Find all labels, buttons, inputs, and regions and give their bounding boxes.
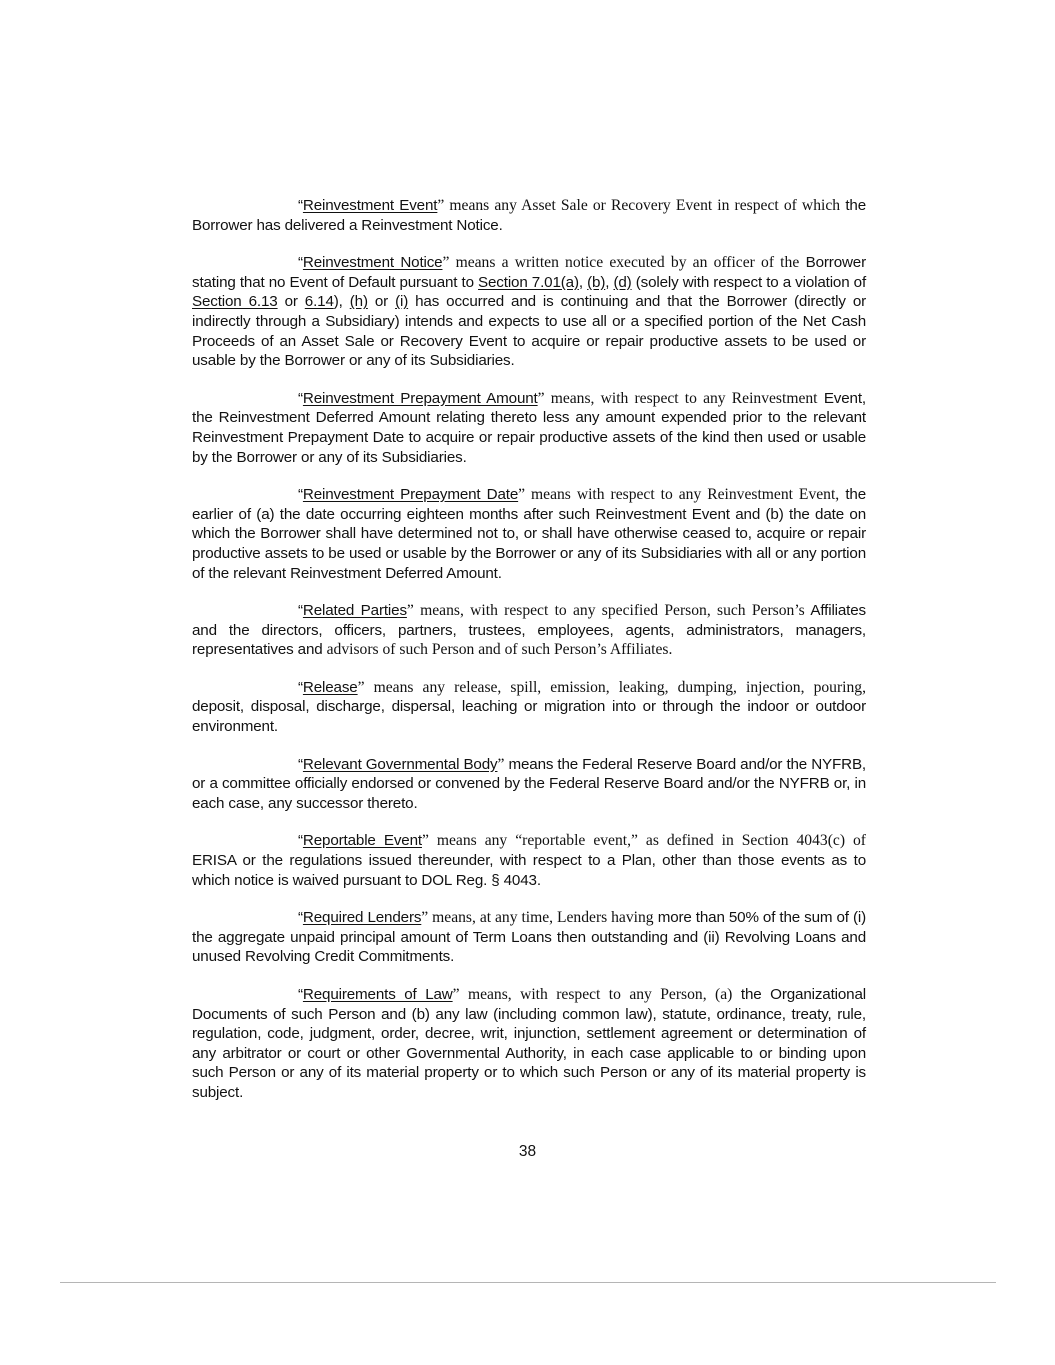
section-reference: Section 7.01(a) <box>478 273 579 291</box>
definition-text: the Borrower has delivered a Reinvestment Notice. <box>192 197 866 234</box>
definition-requirements-of-law <box>192 985 866 1103</box>
defined-term: Reportable Event <box>302 832 422 850</box>
section-reference: (i) <box>395 293 409 311</box>
separator: or <box>367 293 396 311</box>
definition-reinvestment-prepayment-date <box>192 485 866 583</box>
defined-term: Required Lenders <box>302 909 422 927</box>
defined-term: Reinvestment Notice <box>302 254 443 272</box>
definition-relevant-governmental-body <box>192 755 866 814</box>
definition-reinvestment-event <box>192 196 866 235</box>
open-quote: “ <box>298 986 303 1003</box>
section-reference: (d) <box>613 273 632 291</box>
definition-text: ERISA or the regulations issued thereunder, with respect to a Plan, other than those events as to which notice is waived pursuant to DOL Reg. § 4043. <box>192 852 866 889</box>
definition-reinvestment-prepayment-amount <box>192 389 866 467</box>
definition-text: the earlier of (a) the date occurring eighteen months after such Reinvestment Event and (b) the date on which the Borrower shall have determined not to, or shall have otherwise ceased to, acquire or repair productive assets to be used or usable by the Borrower or any of its Subsidiaries with all or any portion of the relevant Reinvestment Deferred Amount. <box>192 486 867 582</box>
close-quote: ” <box>421 909 429 927</box>
definition-lead: means any release, spill, emission, leaking, dumping, injection, pouring, <box>364 678 866 696</box>
open-quote: “ <box>298 486 303 504</box>
definition-lead: means a written notice executed by an officer of the <box>449 254 800 272</box>
open-quote: “ <box>298 197 303 214</box>
footer-divider <box>60 1282 996 1283</box>
defined-term: Reinvestment Event <box>302 197 438 214</box>
definition-text: Affiliates and the directors, officers, partners, trustees, employees, agents, administrators, managers, representatives and <box>192 602 866 659</box>
defined-term: Related Parties <box>302 602 407 620</box>
definition-release <box>192 678 866 737</box>
section-reference: 6.14 <box>304 293 334 311</box>
section-reference: (b) <box>587 273 606 291</box>
page-number: 38 <box>518 1143 537 1160</box>
defined-term: Reinvestment Prepayment Date <box>302 486 519 504</box>
definition-required-lenders <box>192 908 866 967</box>
open-quote: “ <box>298 909 303 927</box>
open-quote: “ <box>298 755 303 773</box>
definition-related-parties <box>192 601 866 660</box>
defined-term: Release <box>302 678 358 696</box>
close-quote: ” <box>442 254 450 272</box>
close-quote: ” <box>406 602 414 620</box>
close-quote: ” <box>357 678 365 696</box>
defined-term: Reinvestment Prepayment Amount <box>302 389 538 407</box>
definition-text: has occurred and is continuing and that the Borrower (directly or indirectly through a Subsidiary) intends and expects to use all or a specified portion of the Net Cash Proceeds of an Asset Sale or Recovery Event to acquire or repair productive assets to be used or usable by the Borrower or any of its Subsidiaries. <box>192 293 867 370</box>
separator: , <box>605 273 614 291</box>
definition-reinvestment-notice <box>192 253 866 371</box>
close-quote: ” <box>421 832 429 850</box>
close-quote: ” <box>537 389 545 407</box>
separator: , <box>578 273 588 291</box>
definition-text: Borrower stating that no Event of Default pursuant to <box>192 254 867 291</box>
definition-lead: means with respect to any Reinvestment Event, <box>525 486 840 504</box>
definitions-section <box>192 196 866 1121</box>
defined-term: Requirements of Law <box>302 986 453 1003</box>
section-reference: (h) <box>349 293 368 311</box>
open-quote: “ <box>298 832 303 850</box>
close-quote: ” <box>518 486 526 504</box>
separator: or <box>277 293 305 311</box>
definition-lead: means, with respect to any Person, (a) <box>459 986 733 1003</box>
defined-term: Relevant Governmental Body <box>302 755 498 773</box>
definition-lead: means, with respect to any specified Person, such Person’s <box>413 602 805 620</box>
close-quote: ” <box>497 755 505 773</box>
open-quote: “ <box>298 678 303 696</box>
definition-lead: means, at any time, Lenders having <box>428 909 654 927</box>
definition-text: (solely with respect to a violation of <box>631 273 867 291</box>
definition-lead: means any “reportable event,” as defined in Section 4043(c) of <box>428 832 866 850</box>
open-quote: “ <box>298 254 303 272</box>
definition-text: the Organizational Documents of such Person and (b) any law (including common law), statute, ordinance, treaty, rule, regulation, code, judgment, order, decree, writ, injunction, settlement agreement or determination of any arbitrator or court or other Governmental Authority, in each case applicable to or binding upon such Person or any of its material property or to which such Person or any of its material property is subject. <box>192 986 866 1101</box>
close-quote: ” <box>437 197 445 214</box>
definition-text: means the Federal Reserve Board and/or the NYFRB, or a committee officially endorsed or convened by the Federal Reserve Board and/or the NYFRB or, in each case, any successor thereto. <box>192 755 866 812</box>
section-reference: Section 6.13 <box>192 293 278 311</box>
close-quote: ” <box>452 986 460 1003</box>
definition-tail: advisors of such Person and of such Person’s Affiliates. <box>326 641 673 659</box>
definition-text: deposit, disposal, discharge, dispersal, leaching or migration into or through the indoor or outdoor environment. <box>192 698 866 736</box>
definition-lead: means, with respect to any Reinvestment <box>544 389 818 407</box>
separator: ), <box>333 293 350 311</box>
definition-text: more than 50% of the sum of (i) the aggregate unpaid principal amount of Term Loans then outstanding and (ii) Revolving Loans and unused Revolving Credit Commitments. <box>192 909 866 966</box>
open-quote: “ <box>298 389 303 407</box>
definition-lead: means any Asset Sale or Recovery Event in respect of which <box>444 197 841 214</box>
open-quote: “ <box>298 602 303 620</box>
definition-reportable-event <box>192 831 866 890</box>
definition-text: Event, the Reinvestment Deferred Amount relating thereto less any amount expended prior to the relevant Reinvestment Prepayment Date to acquire or repair productive assets of the kind then used or usable by the Borrower or any of its Subsidiaries. <box>192 389 866 466</box>
